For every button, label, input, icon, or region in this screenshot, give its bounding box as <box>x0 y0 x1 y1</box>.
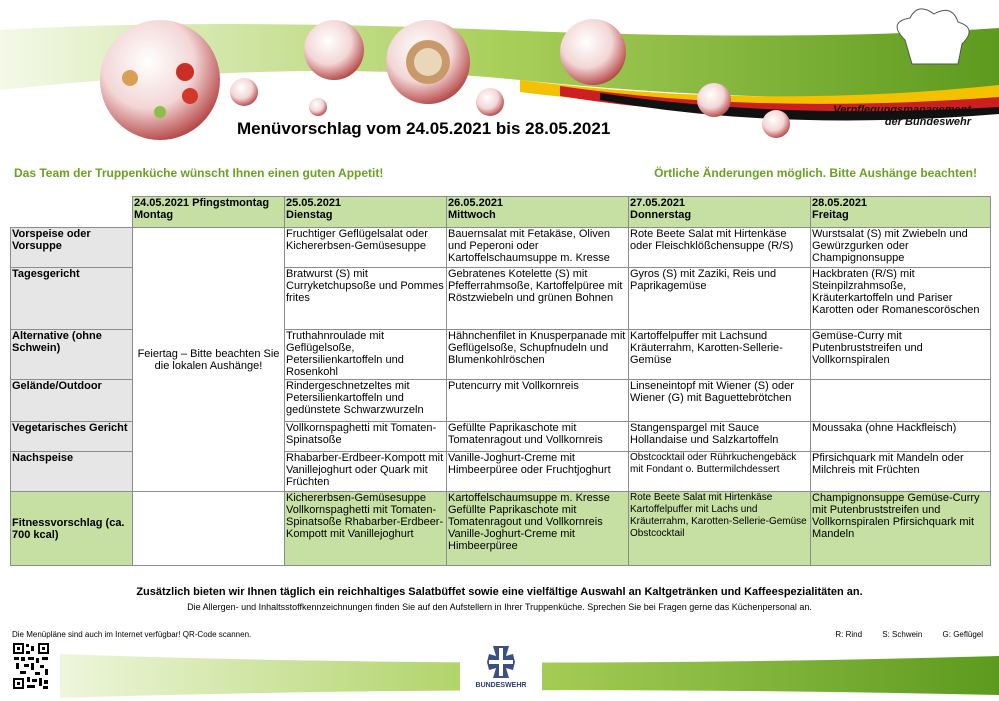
header-row <box>11 197 991 228</box>
table-row <box>11 492 991 566</box>
menu-cell: Gebratenes Kotelette (S) mit Pfefferrahmsoße, Kartoffelpüree mit Röstzwiebeln und grünen Bohnen <box>447 268 629 330</box>
category-cell: Vegetarisches Gericht <box>11 422 133 452</box>
menu-cell: Rindergeschnetzeltes mit Petersilienkartoffeln und gedünstete Schwarzwurzeln <box>285 380 447 422</box>
empty-cell <box>133 492 285 566</box>
allergen-note: Die Allergen- und Inhaltsstoffkennzeichnungen finden Sie auf den Aufstellern in Ihrer Truppenküche. Sprechen Sie bei Fragen gerne das Küchenpersonal an. <box>187 602 812 612</box>
online-note: Die Menüpläne sind auch im Internet verfügbar! QR-Code scannen. <box>12 630 252 639</box>
category-cell: Gelände/Outdoor <box>11 380 133 422</box>
menu-table <box>10 196 991 566</box>
menu-cell: Truthahnroulade mit Geflügelsoße, Petersilienkartoffeln und Rosenkohl <box>285 330 447 380</box>
menu-cell: Bratwurst (S) mit Curryketchupsoße und Pommes frites <box>285 268 447 330</box>
menu-cell: Fruchtiger Geflügelsalat oder Kichererbsen-Gemüsesuppe <box>285 228 447 268</box>
menu-cell: Rhabarber-Erdbeer-Kompott mit Vanillejoghurt oder Quark mit Früchten <box>285 452 447 492</box>
day-header-friday: 28.05.2021 Freitag <box>811 197 991 228</box>
category-cell: Fitnessvorschlag (ca. 700 kcal) <box>11 492 133 566</box>
holiday-note: Feiertag – Bitte beachten Sie die lokalen Aushänge! <box>133 228 285 492</box>
menu-cell: Linseneintopf mit Wiener (S) oder Wiener (G) mit Baguettebrötchen <box>629 380 811 422</box>
menu-cell: Stangenspargel mit Sauce Hollandaise und Salzkartoffeln <box>629 422 811 452</box>
menu-cell: Pfirsichquark mit Mandeln oder Milchreis mit Früchten <box>811 452 991 492</box>
legend-pork: S: Schwein <box>882 630 923 639</box>
menu-cell: Rote Beete Salat mit Hirtenkäse Kartoffelpuffer mit Lachs und Kräuterrahm, Karotten-Sellerie-Gemüse Obstcocktail <box>629 492 811 566</box>
table-row <box>11 228 991 268</box>
menu-cell: Champignonsuppe Gemüse-Curry mit Putenbruststreifen und Vollkornspiralen Pfirsichquark mit Mandeln <box>811 492 991 566</box>
menu-cell: Hähnchenfilet in Knusperpanade mit Geflügelsoße, Schupfnudeln und Blumenkohlröschen <box>447 330 629 380</box>
corner-cell <box>11 197 133 228</box>
greeting-text: Das Team der Truppenküche wünscht Ihnen einen guten Appetit! <box>14 166 384 180</box>
day-header-wednesday: 26.05.2021 Mittwoch <box>447 197 629 228</box>
category-cell: Nachspeise <box>11 452 133 492</box>
menu-cell: Kartoffelschaumsuppe m. Kresse Gefüllte Paprikaschote mit Tomatenragout und Vollkornreis Vanille-Joghurt-Creme mit Himbeerpüree <box>447 492 629 566</box>
meat-legend <box>817 630 983 639</box>
menu-cell: Gefüllte Paprikaschote mit Tomatenragout und Vollkornreis <box>447 422 629 452</box>
legend-beef: R: Rind <box>835 630 863 639</box>
brand-line-2: der Bundeswehr <box>884 116 971 128</box>
menu-cell: Gemüse-Curry mit Putenbruststreifen und Vollkornspiralen <box>811 330 991 380</box>
menu-cell: Putencurry mit Vollkornreis <box>447 380 629 422</box>
category-cell: Vorspeise oder Vorsuppe <box>11 228 133 268</box>
food-plate-ball <box>100 20 220 140</box>
menu-cell: Moussaka (ohne Hackfleisch) <box>811 422 991 452</box>
day-header-tuesday: 25.05.2021 Dienstag <box>285 197 447 228</box>
category-cell: Tagesgericht <box>11 268 133 330</box>
brand-name <box>833 104 971 128</box>
menu-cell: Rote Beete Salat mit Hirtenkäse oder Fleischklößchensuppe (R/S) <box>629 228 811 268</box>
day-header-thursday: 27.05.2021 Donnerstag <box>629 197 811 228</box>
menu-cell: Vanille-Joghurt-Creme mit Himbeerpüree oder Fruchtjoghurt <box>447 452 629 492</box>
menu-cell: Gyros (S) mit Zaziki, Reis und Paprikagemüse <box>629 268 811 330</box>
menu-cell: Hackbraten (R/S) mit Steinpilzrahmsoße, Kräuterkartoffeln und Pariser Karotten oder Romanescoröschen <box>811 268 991 330</box>
menu-cell: Vollkornspaghetti mit Tomaten-Spinatsoße <box>285 422 447 452</box>
menu-cell: Obstcocktail oder Rührkuchengebäck mit Fondant o. Buttermilchdessert <box>629 452 811 492</box>
category-cell: Alternative (ohne Schwein) <box>11 330 133 380</box>
brand-line-1: Verpflegungsmanagement <box>833 104 971 116</box>
day-header-monday: 24.05.2021 Pfingstmontag Montag <box>133 197 285 228</box>
menu-cell: Kartoffelpuffer mit Lachsund Kräuterrahm, Karotten-Sellerie-Gemüse <box>629 330 811 380</box>
salad-buffet-note: Zusätzlich bieten wir Ihnen täglich ein reichhaltiges Salatbüffet sowie eine vielfältige Auswahl an Kaltgetränken und Kaffeespezialitäten an. <box>136 586 863 598</box>
bundeswehr-logo-text: BUNDESWEHR <box>475 682 527 689</box>
qr-code-icon[interactable] <box>12 642 50 690</box>
menu-cell: Wurstsalat (S) mit Zwiebeln und Gewürzgurken oder Champignonsuppe <box>811 228 991 268</box>
legend-poultry: G: Geflügel <box>942 630 983 639</box>
menu-cell: Bauernsalat mit Fetakäse, Oliven und Peperoni oder Kartoffelschaumsuppe m. Kresse <box>447 228 629 268</box>
menu-cell: Kichererbsen-Gemüsesuppe Vollkornspaghetti mit Tomaten-Spinatsoße Rhabarber-Erdbeer-Kompott mit Vanillejoghurt <box>285 492 447 566</box>
menu-cell <box>811 380 991 422</box>
notice-text: Örtliche Änderungen möglich. Bitte Aushänge beachten! <box>654 166 977 180</box>
page-title: Menüvorschlag vom 24.05.2021 bis 28.05.2021 <box>237 119 611 138</box>
